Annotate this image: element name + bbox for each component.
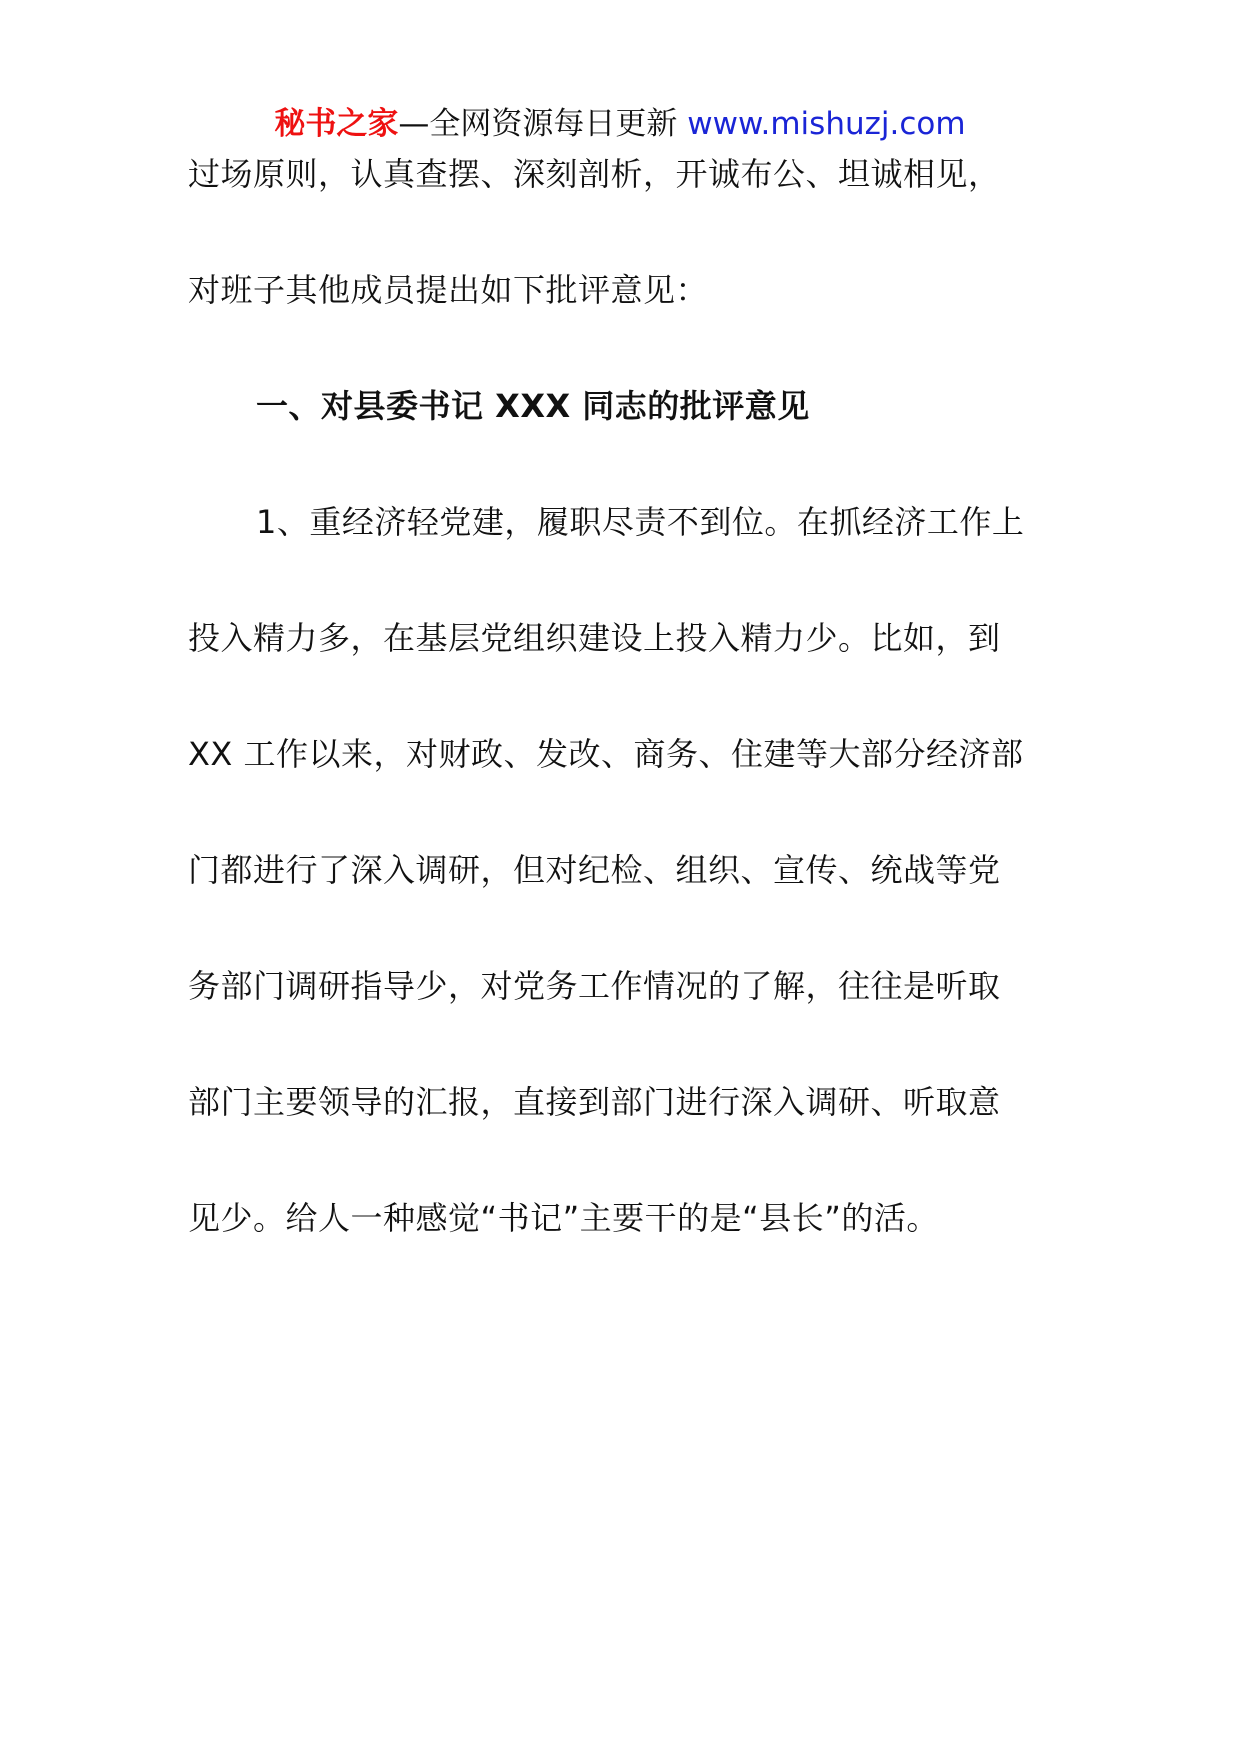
body-line: 对班子其他成员提出如下批评意见： [188,271,709,309]
body-line: 门都进行了深入调研，但对纪检、组织、宣传、统战等党 [188,851,1001,889]
brand-name: 秘书之家 [274,106,399,142]
body-line: 过场原则，认真查摆、深刻剖析，开诚布公、坦诚相见， [188,155,1001,193]
site-url-link[interactable]: www.mishuzj.com [687,106,966,142]
body-line: 1、重经济轻党建，履职尽责不到位。在抓经济工作上 [256,503,1025,541]
body-line: 务部门调研指导少，对党务工作情况的了解，往往是听取 [188,967,1001,1005]
body-line: XX 工作以来，对财政、发改、商务、住建等大部分经济部 [188,735,1024,773]
header-tagline: —全网资源每日更新 [398,106,688,142]
page-header [0,102,1240,146]
body-line: 部门主要领导的汇报，直接到部门进行深入调研、听取意 [188,1083,1001,1121]
body-line: 见少。给人一种感觉“书记”主要干的是“县长”的活。 [188,1199,939,1237]
body-line: 投入精力多，在基层党组织建设上投入精力少。比如，到 [188,619,1001,657]
section-heading: 一、对县委书记 XXX 同志的批评意见 [256,387,810,425]
